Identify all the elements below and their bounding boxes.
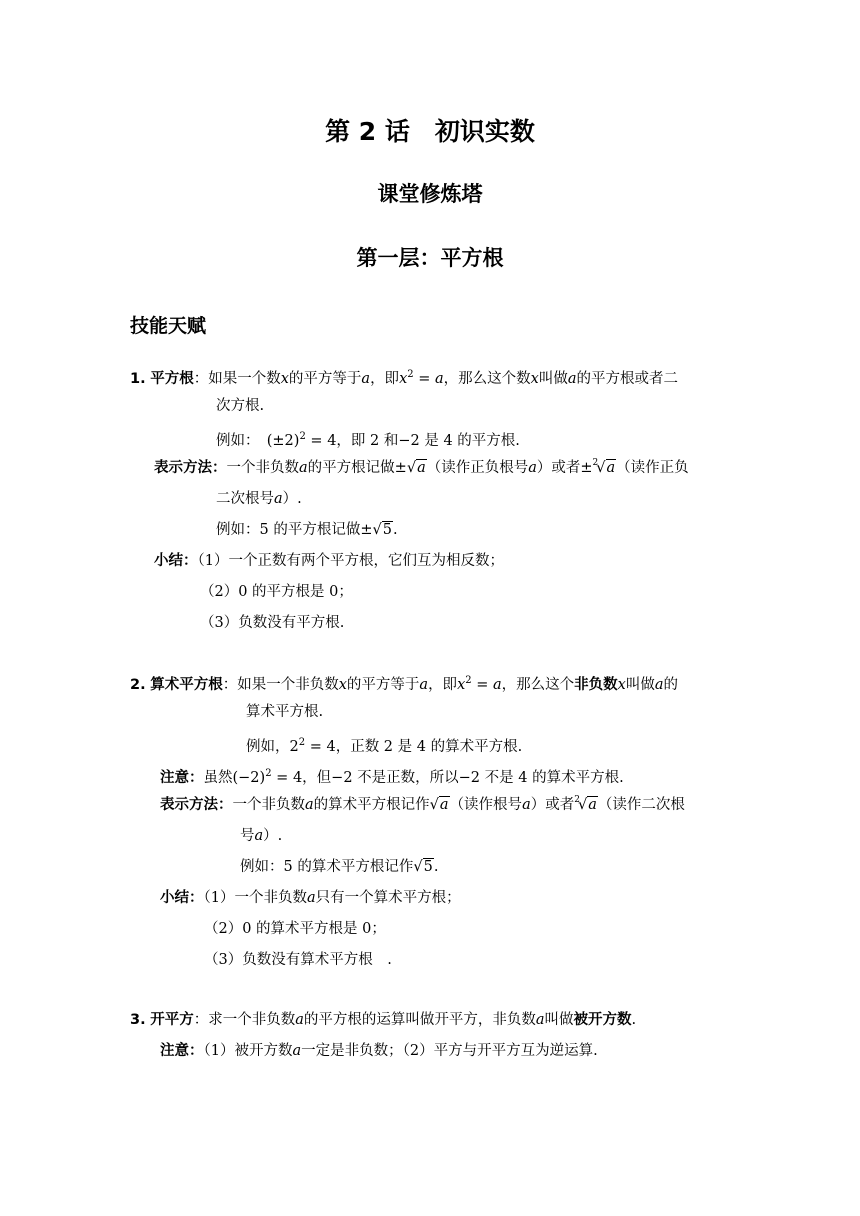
item2-term: 算术平方根 bbox=[150, 676, 223, 693]
item1-summary1 bbox=[154, 551, 504, 571]
root2-a: $^2$√a bbox=[592, 458, 616, 476]
item2-note bbox=[160, 764, 624, 788]
item2-line2: 算术平方根. bbox=[246, 704, 324, 720]
item2-text: 如果一个非负数 bbox=[237, 676, 339, 693]
summary-label: 小结： bbox=[154, 553, 198, 569]
item3-term: 开平方 bbox=[150, 1012, 194, 1028]
item2-number: 2. bbox=[130, 676, 146, 693]
item2-summary3: （3）负数没有算术平方根 . bbox=[204, 952, 392, 968]
summary-point: 只有一个算术平方根； bbox=[315, 890, 461, 906]
note-label: 注意： bbox=[160, 1043, 204, 1059]
item2-text: 的 bbox=[663, 676, 678, 693]
example-text: = 4，正数 2 是 4 的算术平方根. bbox=[305, 738, 523, 755]
math-x: x bbox=[399, 370, 408, 387]
item2-representation bbox=[160, 795, 685, 817]
rep-text: 一个非负数 bbox=[226, 460, 299, 476]
rep-text: （读作正负 bbox=[616, 460, 689, 476]
summary-point: （1）一个正数有两个平方根，它们互为相反数； bbox=[197, 553, 504, 569]
item2-summary2: （2）0 的算术平方根是 0； bbox=[204, 921, 386, 937]
rep-text: 二次根号 bbox=[216, 491, 274, 507]
math-x: x bbox=[338, 676, 347, 693]
item1-text: ，那么这个数 bbox=[443, 370, 531, 387]
exponent: 2 bbox=[298, 737, 306, 748]
item1-text: = bbox=[413, 370, 435, 387]
rep-text: 的算术平方根记作 bbox=[313, 797, 430, 813]
math-x: x bbox=[280, 370, 289, 387]
math-a: a bbox=[274, 491, 283, 507]
rep-text: ）. bbox=[263, 828, 283, 844]
rep-text: 的平方根记做± bbox=[307, 460, 407, 476]
rep-label: 表示方法： bbox=[160, 797, 233, 813]
item2-text: 叫做 bbox=[625, 676, 655, 693]
math-a: a bbox=[528, 460, 537, 476]
sqrt-5: √5 bbox=[413, 859, 433, 875]
rep-text: （读作二次根 bbox=[597, 797, 685, 813]
exponent: 2 bbox=[265, 768, 272, 779]
math-x: x bbox=[457, 676, 466, 693]
item1-text: 如果一个数 bbox=[208, 370, 281, 387]
item2-text: ，即 bbox=[428, 676, 458, 693]
rep-example-end: . bbox=[392, 522, 398, 538]
item3-number: 3. bbox=[130, 1012, 146, 1028]
subtitle: 课堂修炼塔 bbox=[377, 182, 483, 206]
math-a: a bbox=[435, 370, 444, 387]
math-x: x bbox=[530, 370, 539, 387]
item3-text: 的平方根的运算叫做开平方，非负数 bbox=[303, 1012, 536, 1028]
math-a: a bbox=[306, 890, 316, 906]
math-a: a bbox=[305, 797, 314, 813]
rep-text: ）. bbox=[282, 491, 302, 507]
math-a: a bbox=[493, 676, 502, 693]
rep-text: （读作正负根号 bbox=[426, 460, 529, 476]
math-a: a bbox=[254, 828, 264, 844]
item1-colon: ： bbox=[193, 370, 209, 387]
exponent: 2 bbox=[299, 431, 306, 442]
rep-example-text: 例如：5 的算术平方根记作 bbox=[240, 859, 414, 875]
item3-text: 叫做 bbox=[544, 1012, 574, 1028]
note-text: 虽然(−2) bbox=[203, 769, 266, 786]
item1-number: 1. bbox=[130, 370, 146, 387]
page-title: 第 2 话 初识实数 bbox=[325, 117, 535, 146]
item1-example bbox=[216, 427, 520, 451]
sqrt-5: √5 bbox=[372, 522, 392, 538]
rep-text: 号 bbox=[240, 828, 255, 844]
item1-rep-example bbox=[216, 520, 398, 540]
sqrt-a: √a bbox=[429, 797, 449, 813]
item1-representation-line2 bbox=[216, 489, 302, 509]
item3-line1 bbox=[130, 1010, 636, 1030]
item1-representation bbox=[154, 458, 689, 480]
exponent: 2 bbox=[465, 675, 472, 686]
math-a: a bbox=[567, 370, 577, 387]
math-a: a bbox=[295, 1012, 304, 1028]
sqrt-a: √a bbox=[406, 460, 426, 476]
note-label: 注意： bbox=[160, 769, 204, 786]
item2-representation-line2 bbox=[240, 826, 282, 846]
item3-bold-term: 被开方数 bbox=[573, 1012, 632, 1028]
layer-title: 第一层：平方根 bbox=[356, 246, 504, 270]
note-text: （1）被开方数 bbox=[203, 1043, 293, 1059]
item1-text: 的平方根或者二 bbox=[576, 370, 678, 387]
item2-text: ，那么这个 bbox=[501, 676, 575, 693]
item1-line1 bbox=[130, 365, 678, 389]
item2-line1 bbox=[130, 671, 678, 695]
item1-text: ，即 bbox=[370, 370, 400, 387]
rep-text: （读作根号 bbox=[449, 797, 523, 813]
item1-summary3: （3）负数没有平方根. bbox=[200, 615, 345, 631]
rep-example-end: . bbox=[433, 859, 439, 875]
rep-example-text: 例如：5 的平方根记做± bbox=[216, 522, 373, 538]
math-x: x bbox=[617, 676, 626, 693]
note-text: 一定是非负数；（2）平方与开平方互为逆运算. bbox=[301, 1043, 598, 1059]
item3-note bbox=[160, 1041, 598, 1061]
item2-summary1 bbox=[160, 888, 461, 908]
item1-text: 的平方等于 bbox=[288, 370, 362, 387]
math-a: a bbox=[535, 1012, 545, 1028]
math-a: a bbox=[654, 676, 664, 693]
item2-bold-term: 非负数 bbox=[574, 676, 618, 693]
example-text: 例如： (±2) bbox=[216, 432, 300, 449]
math-a: a bbox=[419, 676, 429, 693]
item3-colon: ： bbox=[193, 1012, 209, 1028]
item1-text: 叫做 bbox=[538, 370, 568, 387]
exponent: 2 bbox=[407, 369, 414, 380]
example-text: = 4，即 2 和−2 是 4 的平方根. bbox=[305, 432, 520, 449]
example-text: 例如，2 bbox=[246, 738, 299, 755]
summary-label: 小结： bbox=[160, 890, 204, 906]
rep-text: 一个非负数 bbox=[232, 797, 305, 813]
rep-text: ）或者± bbox=[536, 460, 593, 476]
section-title: 技能天赋 bbox=[130, 315, 207, 337]
item2-text: 的平方等于 bbox=[346, 676, 420, 693]
math-a: a bbox=[292, 1043, 302, 1059]
item3-text: 求一个非负数 bbox=[208, 1012, 296, 1028]
item3-text: . bbox=[631, 1012, 637, 1028]
note-text: = 4，但−2 不是正数，所以−2 不是 4 的算术平方根. bbox=[271, 769, 624, 786]
rep-text: ）或者 bbox=[530, 797, 575, 813]
summary-point: （1）一个非负数 bbox=[203, 890, 307, 906]
math-a: a bbox=[522, 797, 531, 813]
item2-rep-example bbox=[240, 857, 438, 877]
item1-line2: 次方根. bbox=[216, 398, 265, 414]
item2-example bbox=[246, 733, 522, 757]
math-a: a bbox=[299, 460, 308, 476]
item1-summary2: （2）0 的平方根是 0； bbox=[200, 584, 353, 600]
item2-text: = bbox=[471, 676, 493, 693]
item1-term: 平方根 bbox=[150, 370, 194, 387]
math-a: a bbox=[361, 370, 371, 387]
root2-a: $^2$√a bbox=[574, 795, 597, 813]
rep-label: 表示方法： bbox=[154, 460, 227, 476]
item2-colon: ： bbox=[222, 676, 238, 693]
